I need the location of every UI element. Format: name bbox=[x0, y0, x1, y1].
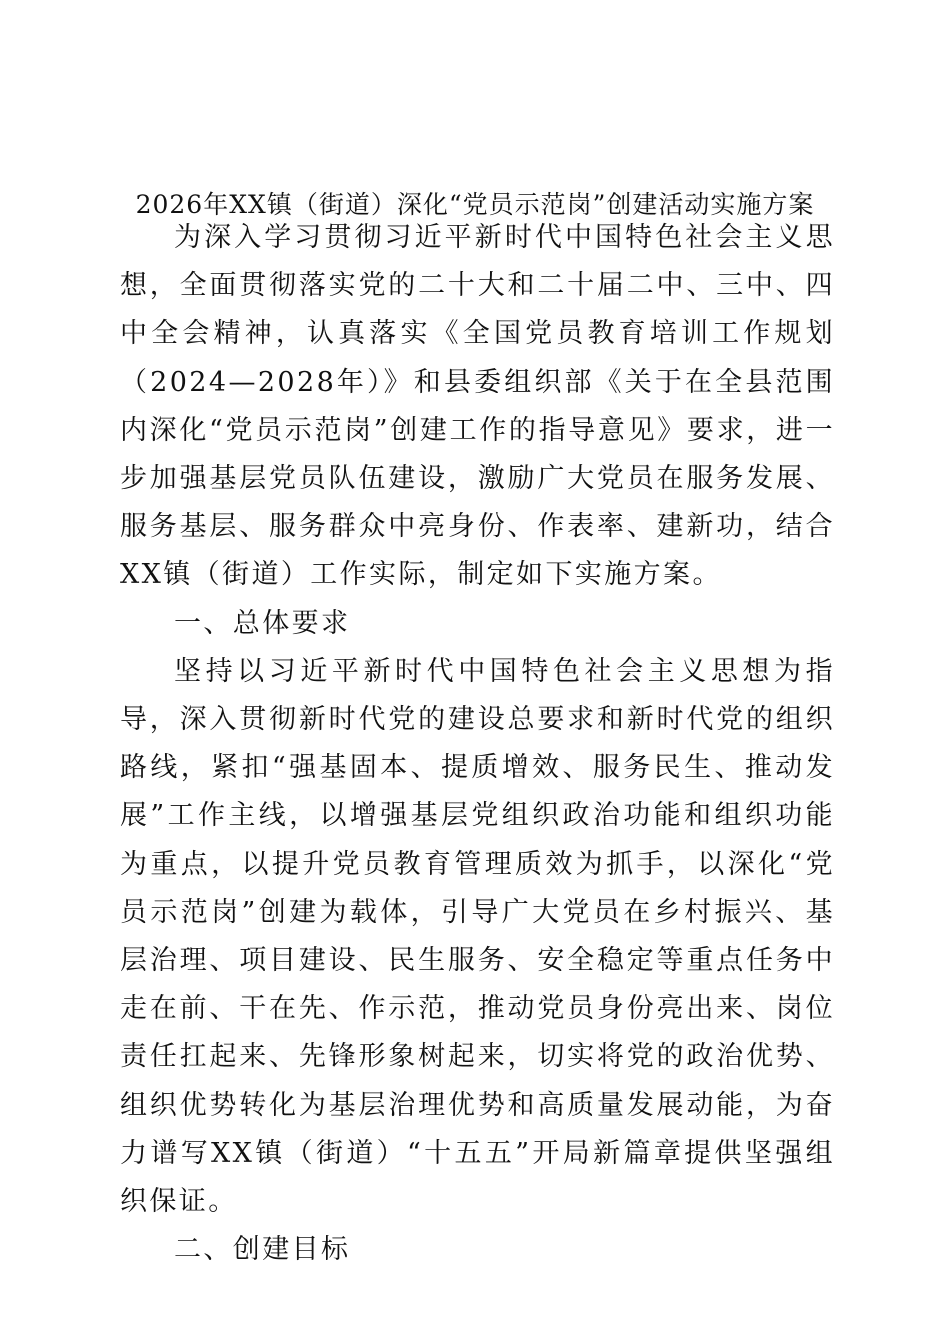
overall-requirements-paragraph: 坚持以习近平新时代中国特色社会主义思想为指导，深入贯彻新时代党的建设总要求和新时代党的组织路线，紧扣“强基固本、提质增效、服务民生、推动发展”工作主线，以增强基层党组织政治功能和组织功能为重点，以提升党员教育管理质效为抓手，以深化“党员示范岗”创建为载体，引导广大党员在乡村振兴、基层治理、项目建设、民生服务、安全稳定等重点任务中走在前、干在先、作示范，推动党员身份亮出来、岗位责任扛起来、先锋形象树起来，切实将党的政治优势、组织优势转化为基层治理优势和高质量发展动能，为奋力谱写XX镇（街道）“十五五”开局新篇章提供坚强组织保证。 bbox=[120, 655, 835, 1218]
intro-paragraph: 为深入学习贯彻习近平新时代中国特色社会主义思想，全面贯彻落实党的二十大和二十届二中、三中、四中全会精神，认真落实《全国党员教育培训工作规划（2024—2028年）》和县委组织部《关于在全县范围内深化“党员示范岗”创建工作的指导意见》要求，进一步加强基层党员队伍建设，激励广大党员在服务发展、服务基层、服务群众中亮身份、作表率、建新功，结合XX镇（街道）工作实际，制定如下实施方案。 bbox=[120, 222, 835, 591]
document-title: 2026年XX镇（街道）深化“党员示范岗”创建活动实施方案 bbox=[135, 190, 815, 219]
document-body bbox=[120, 214, 835, 1274]
section-heading-creation-goals: 二、创建目标 bbox=[174, 1234, 351, 1266]
section-heading-overall-requirements: 一、总体要求 bbox=[174, 607, 351, 639]
